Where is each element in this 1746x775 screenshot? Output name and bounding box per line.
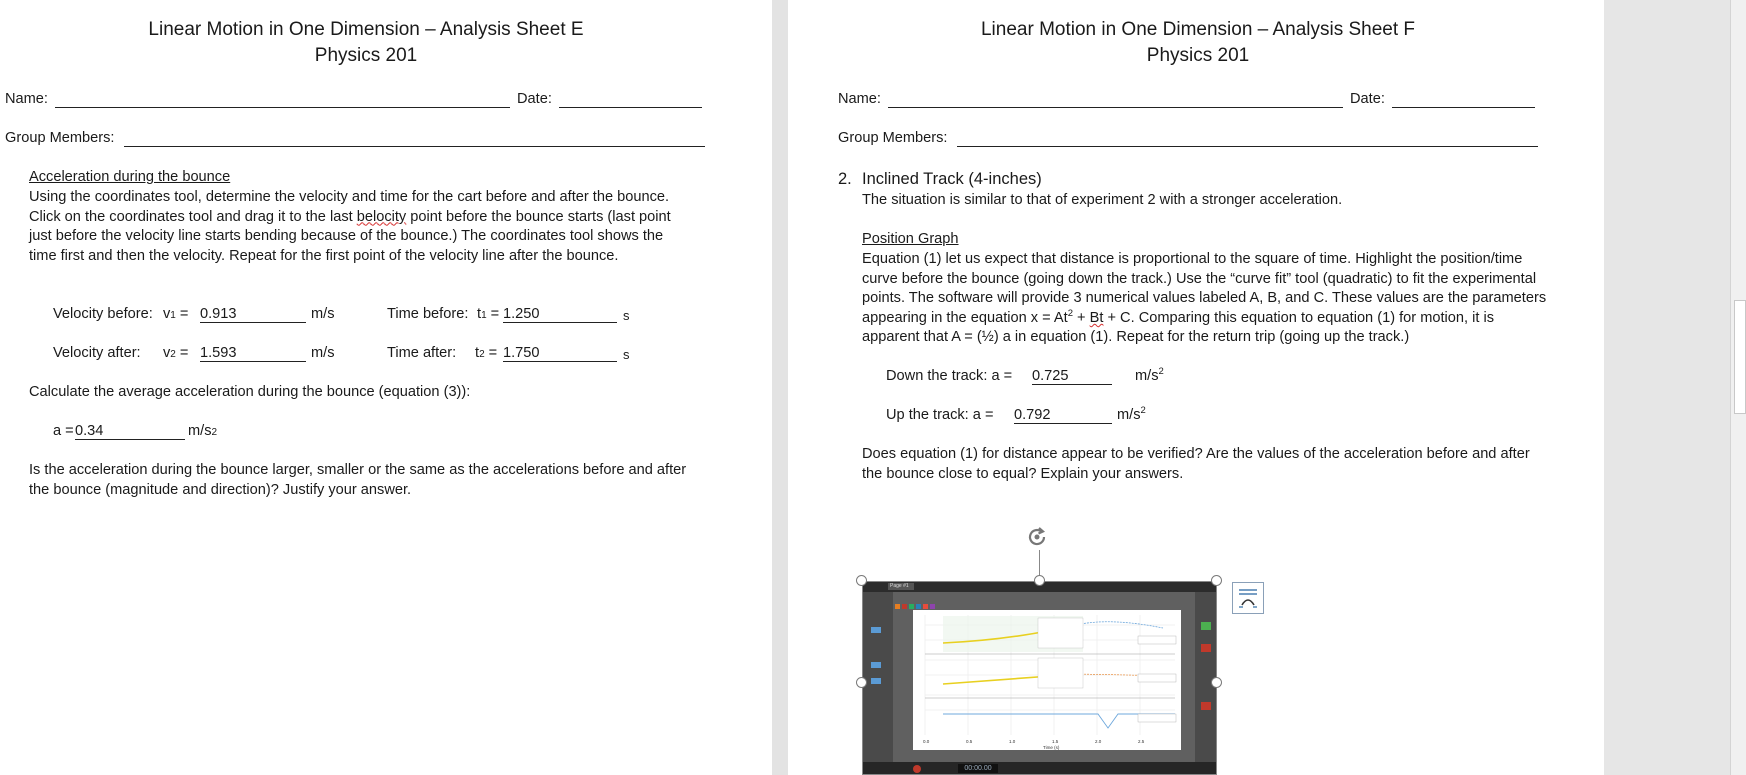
velocity-after-label: Velocity after: xyxy=(53,345,141,361)
name-label: Name: xyxy=(838,91,881,107)
up-track-blank xyxy=(1014,423,1112,424)
app-graph xyxy=(913,610,1181,750)
x-tick: 0.5 xyxy=(966,739,973,744)
section-heading: Acceleration during the bounce xyxy=(29,169,231,185)
velocity-before-label: Velocity before: xyxy=(53,306,153,322)
time-before-unit: s xyxy=(623,308,630,323)
instructions-paragraph: Using the coordinates tool, determine the velocity and time for the cart before and after the bounce. Click on the coordinates tool and drag it to the last belocity point before the bounce starts (last point just before the velocity line starts bending because of the bounce.) The coordinates tool shows the time first and then the velocity. Repeat for the first point of the velocity line after the bounce. xyxy=(29,189,671,264)
situation-text: The situation is similar to that of experiment 2 with a stronger acceleration. xyxy=(862,192,1343,208)
up-track-unit: $m/s^2$ xyxy=(1117,405,1146,423)
group-members-label: Group Members: xyxy=(5,130,115,146)
time-before-blank xyxy=(503,322,617,323)
spelling-error[interactable]: Bt xyxy=(1089,309,1104,326)
resize-handle-top[interactable] xyxy=(1034,575,1045,586)
time-before-symbol: t1 = xyxy=(477,306,500,322)
time-after-label: Time after: xyxy=(387,345,457,361)
page-gutter xyxy=(772,0,788,775)
vertical-scrollbar[interactable] xyxy=(1730,0,1746,775)
velocity-after-blank xyxy=(200,361,306,362)
document-page-e[interactable] xyxy=(0,0,772,775)
velocity-after-unit: m/s xyxy=(311,345,335,361)
velocity-before-blank xyxy=(200,322,306,323)
time-before-label: Time before: xyxy=(387,306,469,322)
time-after-symbol: t2 = xyxy=(475,345,498,361)
x-tick: 2.0 xyxy=(1095,739,1102,744)
accel-label: a = xyxy=(53,423,74,439)
app-toolbar xyxy=(895,596,1095,603)
x-axis-label: Time (s) xyxy=(1043,745,1060,750)
time-after-unit: s xyxy=(623,347,630,362)
date-field[interactable] xyxy=(1392,107,1535,108)
down-track-unit: $m/s^2$ xyxy=(1135,366,1164,384)
velocity-before-value[interactable]: 0.913 xyxy=(200,306,237,322)
workspace-margin xyxy=(1604,0,1730,775)
accel-blank xyxy=(75,439,185,440)
item-number: 2. xyxy=(838,170,852,188)
group-members-field[interactable] xyxy=(957,146,1538,147)
velocity-after-symbol: v2 = xyxy=(163,345,189,361)
app-left-panel xyxy=(863,592,893,762)
app-graph-panel[interactable] xyxy=(913,610,1181,750)
page-title: Linear Motion in One Dimension – Analysis Sheet E xyxy=(148,19,584,40)
app-bottom-bar xyxy=(863,762,1217,775)
date-label: Date: xyxy=(517,91,552,107)
section-heading: Position Graph xyxy=(862,231,959,247)
down-track-blank xyxy=(1032,384,1112,385)
item-heading: Inclined Track (4-inches) xyxy=(862,170,1042,188)
velocity-before-unit: m/s xyxy=(311,306,335,322)
down-track-label: Down the track: a = xyxy=(886,368,1013,384)
down-track-value[interactable]: 0.725 xyxy=(1032,368,1069,384)
rotate-handle-icon[interactable] xyxy=(1025,525,1049,549)
page-subtitle: Physics 201 xyxy=(1146,45,1250,66)
group-members-label: Group Members: xyxy=(838,130,948,146)
resize-handle-right[interactable] xyxy=(1211,677,1222,688)
app-main-area xyxy=(893,592,1195,762)
resize-handle-top-right[interactable] xyxy=(1211,575,1222,586)
question-paragraph: Does equation (1) for distance appear to be verified? Are the values of the acceleration before and after the bounce close to equal? Explain your answers. xyxy=(862,446,1530,482)
layout-options-icon xyxy=(1233,583,1263,613)
date-label: Date: xyxy=(1350,91,1385,107)
spelling-error[interactable]: belocity xyxy=(356,208,407,225)
time-after-blank xyxy=(503,361,617,362)
velocity-before-symbol: v1 = xyxy=(163,306,189,322)
name-label: Name: xyxy=(5,91,48,107)
resize-handle-left[interactable] xyxy=(856,677,867,688)
velocity-after-value[interactable]: 1.593 xyxy=(200,345,237,361)
x-tick: 1.5 xyxy=(1052,739,1059,744)
timer-display: 00:00.00 xyxy=(958,764,998,773)
accel-unit: m/s2 xyxy=(188,423,218,439)
page-subtitle: Physics 201 xyxy=(314,45,418,66)
page-title: Linear Motion in One Dimension – Analysis Sheet F xyxy=(980,19,1416,40)
date-field[interactable] xyxy=(559,107,702,108)
time-after-value[interactable]: 1.750 xyxy=(503,345,540,361)
calc-prompt: Calculate the average acceleration during the bounce (equation (3)): xyxy=(29,384,471,400)
x-tick: 2.5 xyxy=(1138,739,1145,744)
resize-handle-top-left[interactable] xyxy=(856,575,867,586)
name-field[interactable] xyxy=(888,107,1343,108)
question-paragraph: Is the acceleration during the bounce larger, smaller or the same as the accelerations before and after the bounce (magnitude and direction)? Justify your answer. xyxy=(29,462,687,498)
accel-value[interactable]: 0.34 xyxy=(75,423,104,439)
name-field[interactable] xyxy=(55,107,510,108)
position-graph-paragraph: Equation (1) let us expect that distance is proportional to the square of time. Highlight the position/time curve before the bounce (going down the track.) Use the “curve fit” tool (quadratic) to fit the experimental points. The software will provide 3 numerical values labeled A, B, and C. These values are the parameters appearing in the equation $x = At^2 + Bt + C$. Comparing this equation to equation (1) for motion, it is apparent that A = (½) a in equation (1). Repeat for the return trip (going up the track.) xyxy=(862,251,1547,346)
up-track-label: Up the track: a = xyxy=(886,407,994,423)
scrollbar-thumb[interactable] xyxy=(1734,300,1746,414)
layout-options-button[interactable] xyxy=(1232,582,1264,614)
app-tab[interactable]: Page #1 xyxy=(888,583,914,590)
embedded-screenshot[interactable] xyxy=(862,581,1217,775)
up-track-value[interactable]: 0.792 xyxy=(1014,407,1051,423)
group-members-field[interactable] xyxy=(124,146,705,147)
x-tick: 1.0 xyxy=(1009,739,1016,744)
time-before-value[interactable]: 1.250 xyxy=(503,306,540,322)
x-tick: 0.0 xyxy=(923,739,930,744)
